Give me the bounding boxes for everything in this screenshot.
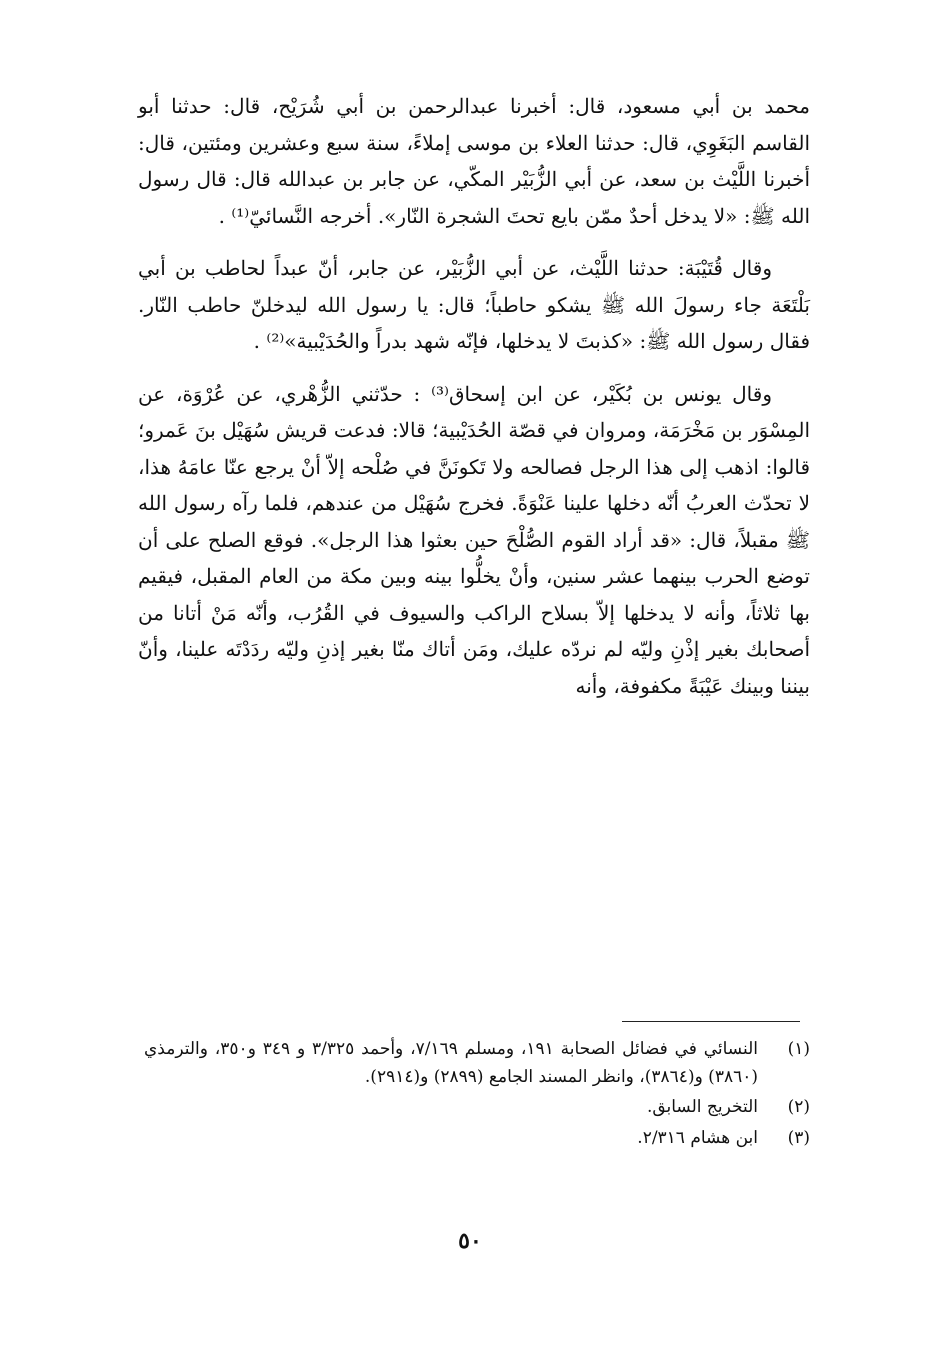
main-text — [138, 88, 810, 720]
footnote-text: النسائي في فضائل الصحابة ١٩١، ومسلم ٧/١٦٩، وأحمد ٣/٣٢٥ و ٣٤٩ و٣٥٠، والترمذي (٣٨٦٠) و(٣٨٦٤)، وانظر المسند الجامع (٢٨٩٩) و(٢٩١٤). — [144, 1039, 758, 1087]
page-number: ٥٠ — [458, 1228, 482, 1254]
footnote-3 — [144, 1125, 810, 1153]
footnote-divider — [622, 1021, 800, 1022]
paragraph-1: محمد بن أبي مسعود، قال: أخبرنا عبدالرحمن بن أبي شُرَيْح، قال: حدثنا أبو القاسم البَغَوِي، قال: حدثنا العلاء بن موسى إملاءً، سنة سبع وعشرين ومئتين، قال: أخبرنا اللَّيْث بن سعد، عن أبي الزُّبَيْر المكّي، عن جابر بن عبدالله قال: قال رسول الله ﷺ: «لا يدخل أحدٌ ممّن بايع تحتَ الشجرة النّار». أخرجه النَّسائيّ⁽¹⁾ . — [138, 94, 810, 228]
footnote-text: التخريج السابق. — [646, 1097, 758, 1117]
footnote-2 — [144, 1094, 810, 1122]
paragraph-3: وقال يونس بن بُكَيْر، عن ابن إسحاق⁽³⁾ : حدّثني الزُّهْري، عن عُرْوَة، عن المِسْوَر بن مَخْرَمَة، ومروان في قصّة الحُدَيْبية؛ قالا: فدعت قريش سُهَيْل بنَ عَمرو؛ قالوا: اذهب إلى هذا الرجل فصالحه ولا تَكونَنَّ في صُلْحه إلاّ أنْ يرجع عنّا عامَهُ هذا، لا تحدّث العربُ أنّه دخلها علينا عَنْوَةً. فخرج سُهَيْل من عندهم، فلما رآه رسول الله ﷺ مقبلاً، قال: «قد أراد القوم الصُّلْحَ حين بعثوا هذا الرجل». فوقع الصلح على أن توضع الحرب بينهما عشر سنين، وأنْ يخلُّوا بينه وبين مكة من العام المقبل، فيقيم بها ثلاثاً، وأنه لا يدخلها إلاّ بسلاح الراكب والسيوف في القُرُب، وأنّه مَنْ أتانا من أصحابك بغير إذْنِ وليّه لم نردّه عليك، ومَن أتاك منّا بغير إذنِ وليّه ردَدْتَه علينا، وأنّ بيننا وبينك عَيْبَةً مكفوفة، وأنه — [138, 381, 810, 698]
footnote-1 — [144, 1036, 810, 1091]
footnote-number: (٢) — [787, 1097, 810, 1117]
paragraph-2: وقال قُتَيْبَة: حدثنا اللَّيْث، عن أبي الزُّبَيْر، عن جابر، أنّ عبداً لحاطب بن أبي بَلْتَعَة جاء رسولَ الله ﷺ يشكو حاطباً؛ قال: يا رسول الله ليدخلنّ حاطب النّار. فقال رسول الله ﷺ: «كذبتَ لا يدخلها، فإنّه شهد بدراً والحُدَيْبية»⁽²⁾ . — [138, 256, 810, 353]
footnote-number: (١) — [787, 1039, 810, 1059]
footnote-number: (٣) — [787, 1127, 810, 1148]
footnote-text: ابن هشام ٢/٣١٦. — [637, 1127, 758, 1148]
footnotes — [144, 1036, 810, 1155]
